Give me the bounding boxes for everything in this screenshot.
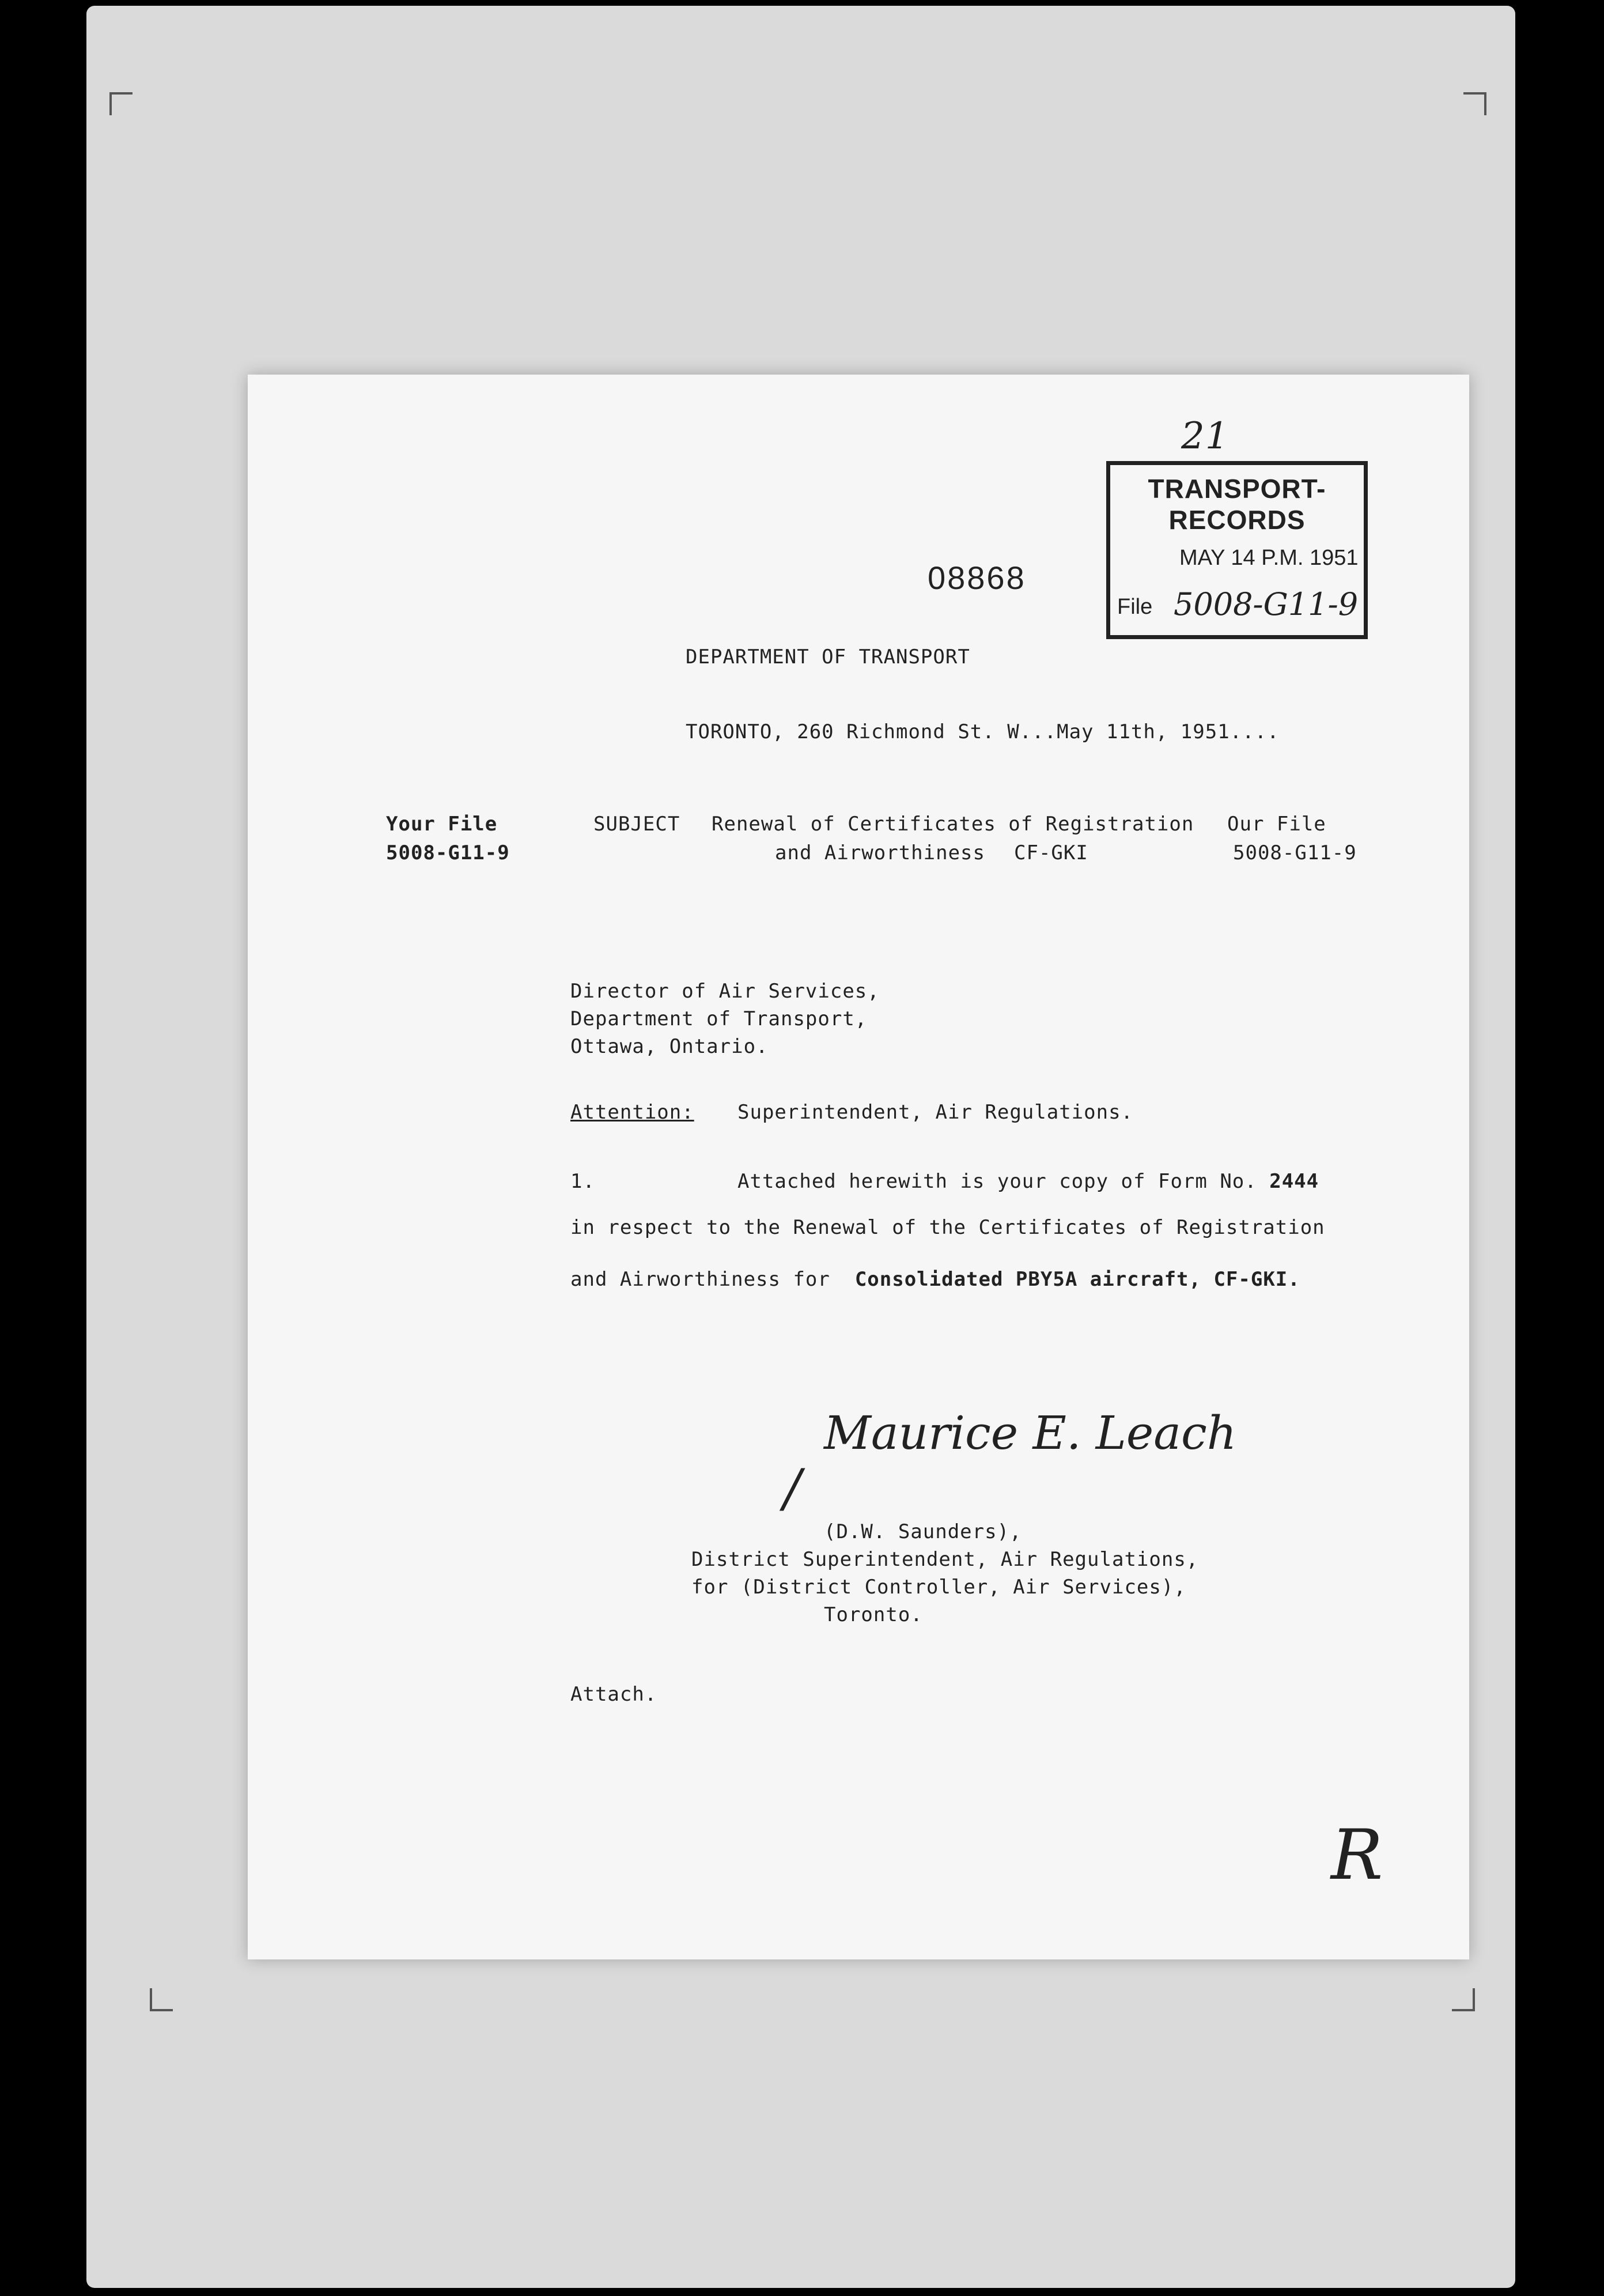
crop-mark — [1463, 92, 1486, 115]
handwritten-number: 21 — [1181, 415, 1230, 458]
signatory-title-1: District Superintendent, Air Regulations, — [691, 1548, 1199, 1571]
stamp-file-value: 5008-G11-9 — [1174, 586, 1359, 622]
body-line-1-text: Attached herewith is your copy of Form No. — [737, 1170, 1257, 1193]
stamp-file-label: File — [1117, 595, 1153, 619]
subject-label: SUBJECT — [593, 813, 680, 836]
handwritten-signature: Maurice E. Leach — [824, 1406, 1237, 1460]
paragraph-number: 1. — [570, 1170, 595, 1193]
our-file-value: 5008-G11-9 — [1233, 841, 1357, 864]
addressee-line-3: Ottawa, Ontario. — [570, 1035, 769, 1058]
body-line-1 — [737, 1170, 1319, 1193]
subject-line-1: Renewal of Certificates of Registration — [712, 813, 1194, 836]
department-heading: DEPARTMENT OF TRANSPORT — [686, 645, 970, 669]
form-number: 2444 — [1269, 1170, 1319, 1193]
document-number: 08868 — [928, 560, 1026, 596]
signatory-city: Toronto. — [824, 1603, 923, 1626]
addressee-line-2: Department of Transport, — [570, 1007, 868, 1030]
letter-date: May 11th, 1951 — [1057, 720, 1230, 743]
signature-initial-mark: / — [784, 1458, 802, 1519]
address: TORONTO, 260 Richmond St. W... — [686, 720, 1057, 743]
crop-mark — [109, 92, 133, 115]
aircraft-code: CF-GKI — [1014, 841, 1088, 864]
your-file-label: Your File — [386, 813, 498, 836]
margin-mark: R — [1331, 1815, 1384, 1895]
subject-line-2: and Airworthiness — [775, 841, 985, 864]
your-file-value: 5008-G11-9 — [386, 841, 510, 864]
attention-label: Attention: — [570, 1101, 694, 1124]
date-trail: .... — [1230, 720, 1280, 743]
body-line-3-start: and Airworthiness for — [570, 1268, 830, 1291]
crop-mark — [1452, 1988, 1475, 2011]
enclosure-note: Attach. — [570, 1683, 657, 1706]
attention-value: Superintendent, Air Regulations. — [737, 1101, 1134, 1124]
addressee-line-1: Director of Air Services, — [570, 980, 880, 1003]
aircraft-description: Consolidated PBY5A aircraft, CF-GKI. — [854, 1268, 1300, 1291]
letter-page — [248, 375, 1469, 1959]
signatory-name: (D.W. Saunders), — [824, 1520, 1022, 1543]
body-line-3 — [570, 1268, 1300, 1291]
records-stamp — [1106, 461, 1368, 639]
our-file-label: Our File — [1227, 813, 1326, 836]
body-line-2: in respect to the Renewal of the Certificates of Registration — [570, 1216, 1325, 1239]
crop-mark — [150, 1988, 173, 2011]
stamp-date: MAY 14 P.M. 1951 — [1179, 546, 1359, 570]
letterhead-address — [686, 720, 1280, 743]
signatory-title-2: for (District Controller, Air Services), — [691, 1576, 1186, 1599]
stamp-title: TRANSPORT-RECORDS — [1148, 474, 1326, 535]
